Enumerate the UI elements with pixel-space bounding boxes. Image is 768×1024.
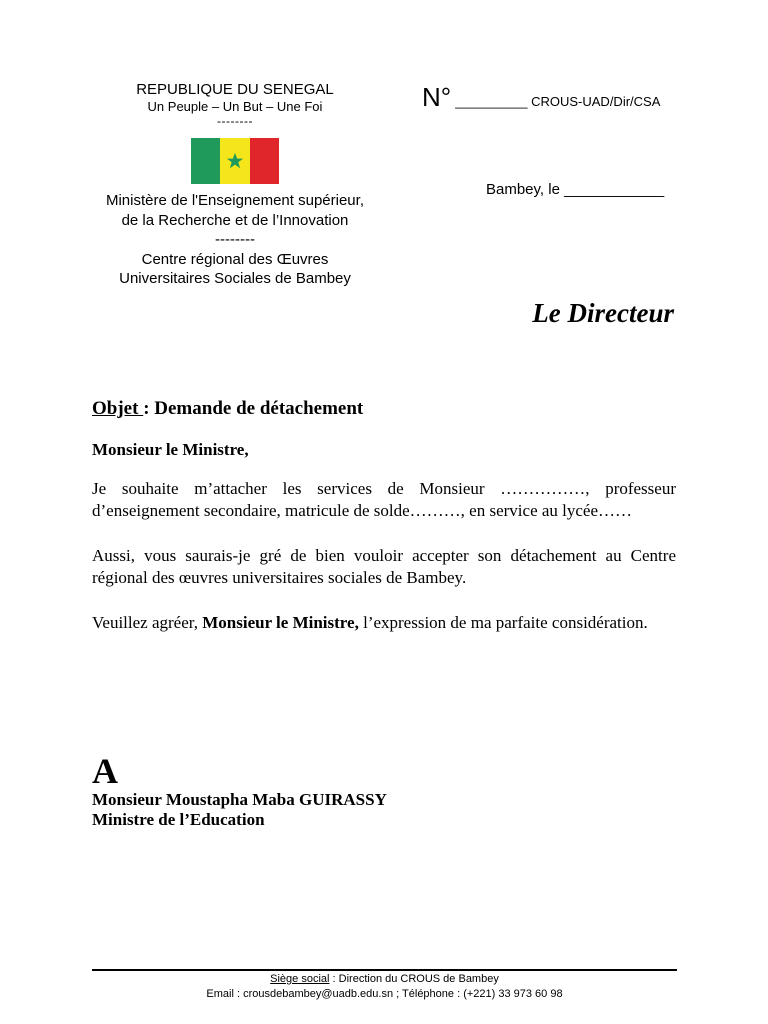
national-motto: Un Peuple – Un But – Une Foi	[147, 99, 323, 114]
closing-bold: Monsieur le Ministre,	[202, 613, 359, 632]
flag-green-band	[191, 138, 220, 184]
reference-code: __________ CROUS-UAD/Dir/CSA	[455, 94, 661, 109]
salutation: Monsieur le Ministre,	[92, 440, 249, 459]
reference-number	[422, 82, 660, 113]
number-label: N°	[422, 82, 452, 112]
separator-2: --------	[215, 231, 255, 248]
recipient-prefix: A	[92, 751, 118, 791]
recipient-name: Monsieur Moustapha Maba GUIRASSY	[92, 790, 387, 809]
closing-start: Veuillez agréer,	[92, 613, 203, 632]
subject-colon: :	[143, 398, 155, 419]
flag-star-icon	[226, 152, 244, 170]
footer-seat-label: Siège social	[270, 973, 330, 985]
body-paragraph-3	[92, 612, 676, 634]
letterhead	[100, 80, 370, 289]
flag-yellow-band	[220, 138, 249, 184]
footer	[92, 972, 677, 1002]
subject-text: Demande de détachement	[154, 398, 364, 419]
subject-label: Objet	[92, 398, 144, 419]
date-line: Bambey, le ____________	[486, 181, 665, 198]
footer-divider	[92, 969, 677, 971]
ministry-line-1: Ministère de l'Enseignement supérieur,	[105, 192, 364, 209]
separator: --------	[217, 114, 253, 128]
body-paragraph-2: Aussi, vous saurais-je gré de bien vouloir accepter son détachement au Centre régional des œuvres universitaires sociales de Bambey.	[92, 546, 676, 587]
closing-end: l’expression de ma parfaite considération.	[358, 613, 648, 632]
body-paragraph-1: Je souhaite m’attacher les services de Monsieur ……………, professeur d’enseignement secondaire, matricule de solde………, en service au lycée……	[92, 479, 676, 520]
footer-contact: Email : crousdebambey@uadb.edu.sn ; Téléphone : (+221) 33 973 60 98	[206, 988, 563, 1000]
senegal-flag-icon	[191, 138, 279, 184]
recipient-block	[92, 790, 387, 830]
centre-line-2: Universitaires Sociales de Bambey	[119, 270, 351, 287]
footer-seat	[92, 972, 677, 987]
ministry-line-2: de la Recherche et de l’Innovation	[121, 211, 349, 229]
subject-line	[92, 398, 363, 420]
recipient-title: Ministre de l’Education	[92, 810, 265, 829]
sender-title: Le Directeur	[532, 298, 674, 328]
flag-red-band	[250, 138, 279, 184]
republic-name: REPUBLIQUE DU SENEGAL	[136, 81, 334, 98]
footer-seat-text: : Direction du CROUS de Bambey	[329, 973, 499, 985]
centre-line-1: Centre régional des Œuvres	[141, 250, 329, 268]
